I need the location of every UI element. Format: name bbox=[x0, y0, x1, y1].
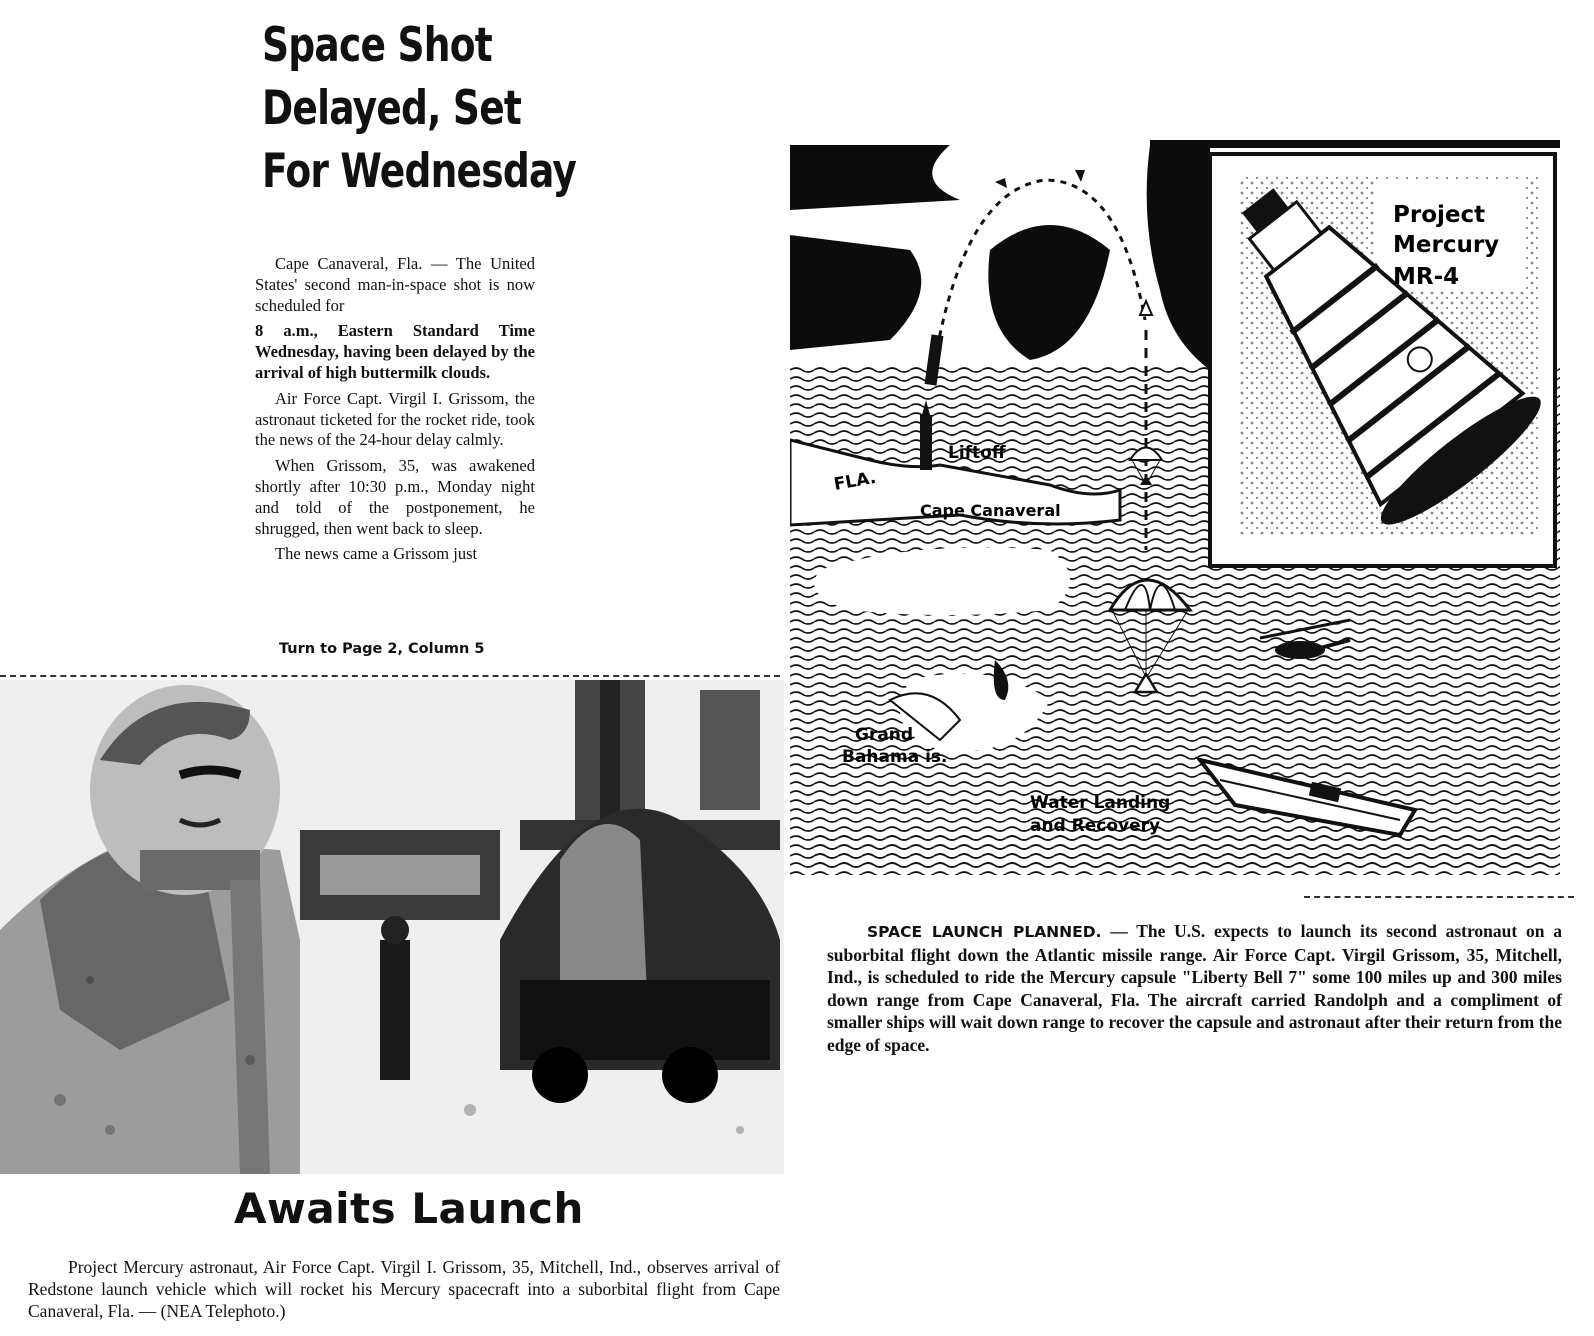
article-paragraph: The news came a Grissom just bbox=[275, 544, 478, 564]
label-grand: Grand bbox=[855, 725, 914, 745]
label-water-landing: Water Landing bbox=[1030, 793, 1171, 813]
caption-body: — The U.S. expects to launch its second astronaut on a suborbital flight down the Atlantic missile range. Air Force Capt. Virgil Grissom, 35, Mitchell, Ind., is scheduled to ride the Mercury capsule "Liberty Bell 7" some 100 miles up and 300 miles down range from Cape Canaveral, Fla. The aircraft carried Randolph and a compliment of smaller ships will wait down range to recover the capsule and astronaut after their return from the edge of space. bbox=[827, 921, 1562, 1055]
article-paragraph: Cape Canaveral, Fla. — The United States' second man-in-space shot is now scheduled for bbox=[255, 254, 535, 315]
news-photo bbox=[0, 680, 784, 1174]
headline-line-2: Delayed, Set bbox=[262, 81, 522, 136]
article-paragraph: 8 a.m., Eastern Standard Time Wednesday, having been delayed by the arrival of high buttermilk clouds. bbox=[255, 321, 535, 382]
label-cape-canaveral: Cape Canaveral bbox=[920, 501, 1061, 520]
label-liftoff: Liftoff bbox=[948, 443, 1006, 463]
caption-lead: SPACE LAUNCH PLANNED. bbox=[867, 923, 1102, 941]
headline-line-1: Space Shot bbox=[262, 18, 492, 73]
article-paragraph: When Grissom, 35, was awakened shortly after 10:30 p.m., Monday night and told of the postponement, he shrugged, then went back to sleep. bbox=[255, 456, 535, 538]
photo-halftone bbox=[0, 680, 784, 1174]
illustration-bottom-rule bbox=[1304, 896, 1574, 898]
article-paragraph: Air Force Capt. Virgil I. Grissom, the astronaut ticketed for the rocket ride, took the news of the 24-hour delay calmly. bbox=[255, 388, 535, 450]
headline-line-3: For Wednesday bbox=[262, 144, 577, 199]
headline bbox=[262, 14, 577, 203]
label-bahama: Bahama is. bbox=[842, 747, 948, 767]
illustration-artwork bbox=[790, 140, 1580, 900]
photo-title: Awaits Launch bbox=[234, 1184, 584, 1233]
article-body bbox=[255, 254, 535, 570]
photo-caption: Project Mercury astronaut, Air Force Capt. Virgil I. Grissom, 35, Mitchell, Ind., observes arrival of Redstone launch vehicle which will rocket his Mercury spacecraft into a suborbital flight from Cape Canaveral, Fla. — (NEA Telephoto.) bbox=[28, 1257, 780, 1321]
column-divider bbox=[0, 675, 780, 677]
launch-illustration bbox=[790, 140, 1580, 900]
illustration-caption bbox=[827, 920, 1562, 1056]
inset-title-line-2: Mercury bbox=[1393, 232, 1500, 258]
inset-title-line-1: Project bbox=[1393, 202, 1486, 228]
label-state: FLA. bbox=[832, 467, 878, 495]
label-recovery: and Recovery bbox=[1030, 816, 1161, 836]
inset-title-line-3: MR-4 bbox=[1393, 264, 1460, 290]
jump-line: Turn to Page 2, Column 5 bbox=[279, 641, 485, 657]
